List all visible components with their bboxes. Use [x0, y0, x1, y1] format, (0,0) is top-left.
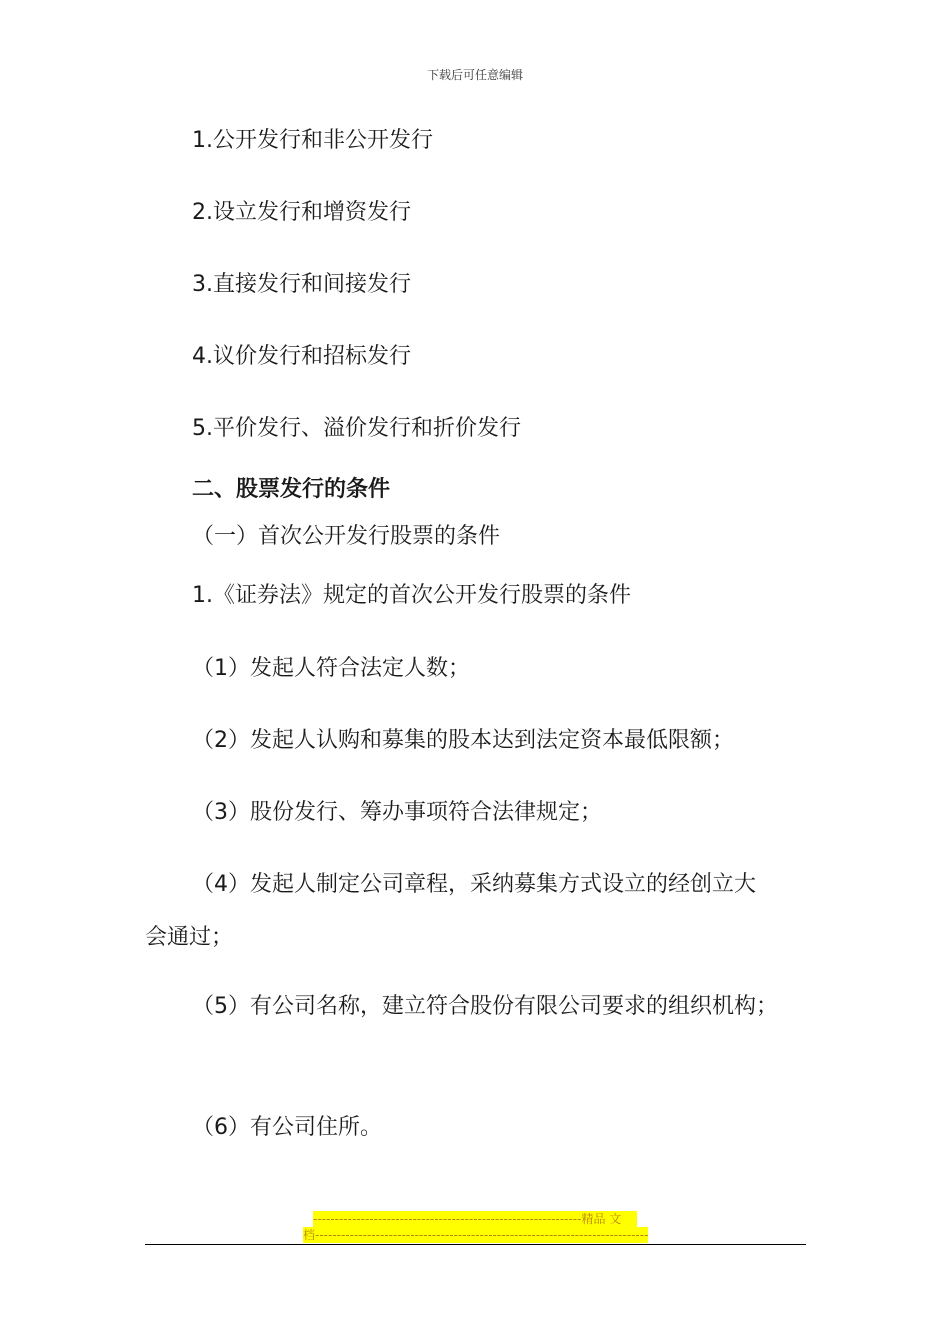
footer-watermark-line-1: --------------------------------------------------------------精品 文: [313, 1211, 637, 1227]
footer-divider: [145, 1244, 806, 1245]
page-header: 下载后可任意编辑: [426, 68, 523, 82]
condition-2: （2）发起人认购和募集的股本达到法定资本最低限额；: [192, 728, 734, 753]
condition-3: （3）股份发行、筹办事项符合法律规定；: [192, 800, 602, 825]
condition-4-line-2: 会通过；: [145, 925, 234, 950]
condition-5: （5）有公司名称，建立符合股份有限公司要求的组织机构；: [192, 994, 778, 1019]
list-item-negotiated-offering: 4.议价发行和招标发行: [192, 344, 411, 369]
item-heading: 1.《证券法》规定的首次公开发行股票的条件: [192, 583, 631, 608]
list-item-establishment-offering: 2.设立发行和增资发行: [192, 200, 411, 225]
condition-1: （1）发起人符合法定人数；: [192, 656, 470, 681]
subsection-heading: （一）首次公开发行股票的条件: [192, 524, 501, 549]
list-item-par-offering: 5.平价发行、溢价发行和折价发行: [192, 416, 521, 441]
footer-watermark-line-2: 档-----------------------------------------------------------------------------: [303, 1228, 648, 1242]
condition-4-line-1: （4）发起人制定公司章程，采纳募集方式设立的经创立大: [192, 872, 756, 897]
condition-6: （6）有公司住所。: [192, 1115, 382, 1140]
section-heading: 二、股票发行的条件: [192, 477, 391, 502]
list-item-public-offering: 1.公开发行和非公开发行: [192, 128, 433, 153]
list-item-direct-offering: 3.直接发行和间接发行: [192, 272, 411, 297]
